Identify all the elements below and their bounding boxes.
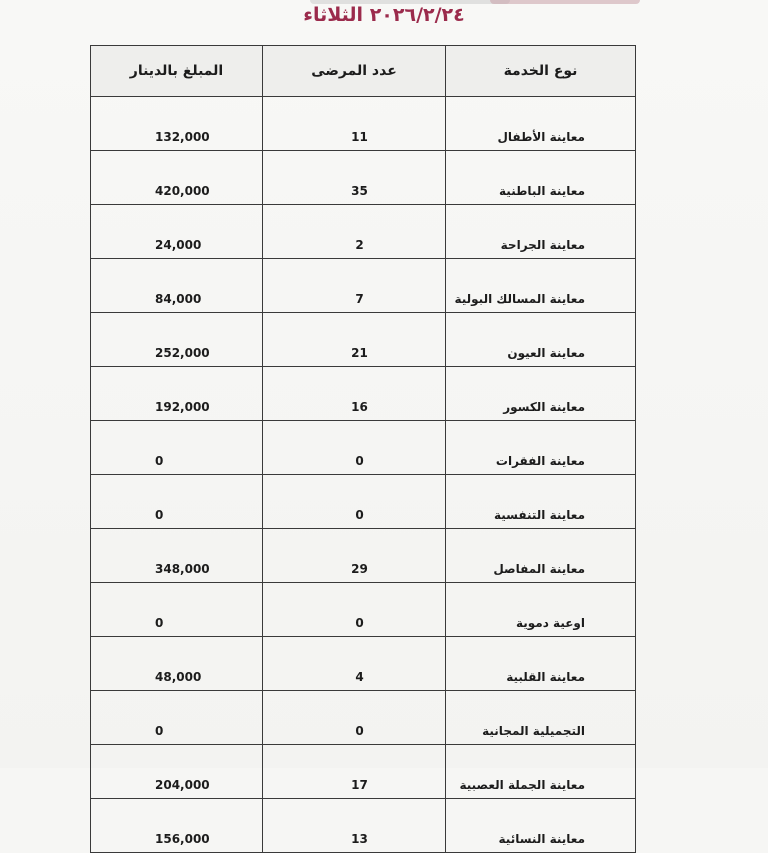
amount-cell: 0 [91,583,263,637]
service-cell: معاينة التنفسية [446,475,636,529]
table-row [91,529,636,583]
table-row [91,313,636,367]
table-row [91,205,636,259]
patients-cell: 35 [263,151,446,205]
patients-cell: 4 [263,637,446,691]
table-row [91,259,636,313]
table-row [91,151,636,205]
service-cell: معاينة الباطنية [446,151,636,205]
service-cell: معاينة الجراحة [446,205,636,259]
amount-cell: 420,000 [91,151,263,205]
service-cell: معاينة النسائية [446,799,636,853]
amount-cell: 132,000 [91,97,263,151]
patients-cell: 0 [263,475,446,529]
service-cell: معاينة المسالك البولية [446,259,636,313]
patients-cell: 2 [263,205,446,259]
patients-cell: 21 [263,313,446,367]
amount-cell: 252,000 [91,313,263,367]
table-row [91,799,636,853]
amount-cell: 84,000 [91,259,263,313]
table-header-row [91,46,636,97]
table-row [91,745,636,799]
amount-cell: 156,000 [91,799,263,853]
service-cell: معاينة الجملة العصبية [446,745,636,799]
patients-cell: 0 [263,421,446,475]
column-header-service: نوع الخدمة [446,46,636,97]
service-cell: معاينة العيون [446,313,636,367]
amount-cell: 0 [91,691,263,745]
service-cell: اوعية دموية [446,583,636,637]
patients-cell: 13 [263,799,446,853]
column-header-amount: المبلغ بالدينار [91,46,263,97]
services-table [90,45,636,853]
service-cell: معاينة الكسور [446,367,636,421]
table-row [91,367,636,421]
table-row [91,583,636,637]
patients-cell: 29 [263,529,446,583]
table-row [91,421,636,475]
patients-cell: 11 [263,97,446,151]
amount-cell: 204,000 [91,745,263,799]
amount-cell: 48,000 [91,637,263,691]
service-cell: معاينة الأطفال [446,97,636,151]
amount-cell: 192,000 [91,367,263,421]
patients-cell: 16 [263,367,446,421]
table-row [91,637,636,691]
service-cell: معاينة القلبية [446,637,636,691]
amount-cell: 24,000 [91,205,263,259]
column-header-patients: عدد المرضى [263,46,446,97]
patients-cell: 7 [263,259,446,313]
patients-cell: 17 [263,745,446,799]
service-cell: معاينة الفقرات [446,421,636,475]
amount-cell: 0 [91,475,263,529]
date-heading: ٢٠٢٦/٢/٢٤ الثلاثاء [303,4,465,26]
patients-cell: 0 [263,691,446,745]
service-cell: التجميلية المجانية [446,691,636,745]
amount-cell: 348,000 [91,529,263,583]
service-cell: معاينة المفاصل [446,529,636,583]
table-row [91,475,636,529]
table-row [91,97,636,151]
table-row [91,691,636,745]
patients-cell: 0 [263,583,446,637]
amount-cell: 0 [91,421,263,475]
